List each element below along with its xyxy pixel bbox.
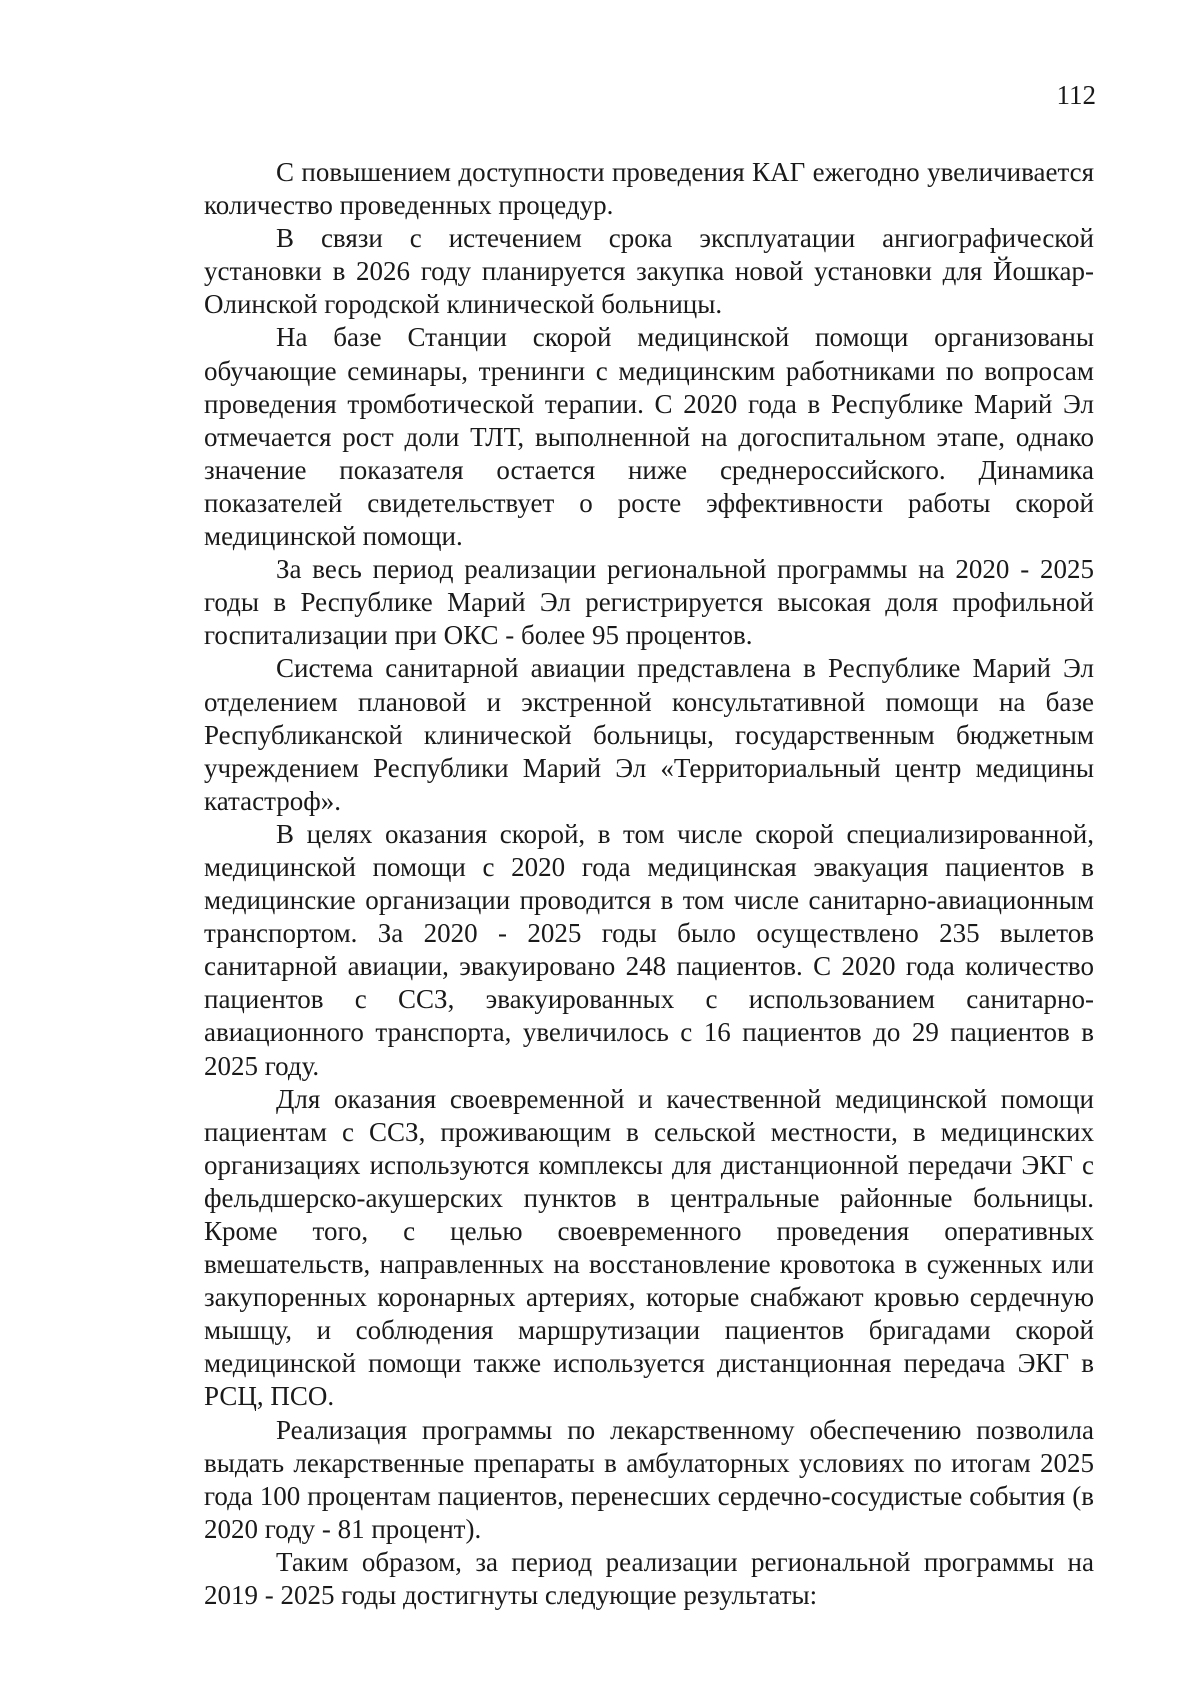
document-body — [204, 156, 1094, 1612]
page-number: 112 — [1056, 80, 1096, 110]
paragraph-sanitary-aviation: Система санитарной авиации представлена в Республике Марий Эл отделением плановой и экстренной консультативной помощи на базе Республиканской клинической больницы, государственным бюджетным учреждением Республики Марий Эл «Территориальный центр медицины катастроф». — [204, 653, 1094, 816]
paragraph-remote-ecg: Для оказания своевременной и качественной медицинской помощи пациентам с ССЗ, проживающим в сельской местности, в медицинских организациях используются комплексы для дистанционной передачи ЭКГ с фельдшерско-акушерских пунктов в центральные районные больницы. Кроме того, с целью своевременного проведения оперативных вмешательств, направленных на восстановление кровотока в суженных или закупоренных коронарных артериях, которые снабжают кровью сердечную мышцу, и соблюдения маршрутизации пациентов бригадами скорой медицинской помощи также используется дистанционная передача ЭКГ в РСЦ, ПСО. — [204, 1083, 1094, 1412]
paragraph-drug-provision: Реализация программы по лекарственному обеспечению позволила выдать лекарственные препараты в амбулаторных условиях по итогам 2025 года 100 процентам пациентов, перенесших сердечно-сосудистые события (в 2020 году - 81 процент). — [204, 1414, 1094, 1544]
paragraph-medical-evacuation: В целях оказания скорой, в том числе скорой специализированной, медицинской помощи с 2020 года медицинская эвакуация пациентов в медицинские организации проводится в том числе санитарно-авиационным транспортом. За 2020 - 2025 годы было осуществлено 235 вылетов санитарной авиации, эвакуировано 248 пациентов. С 2020 года количество пациентов с ССЗ, эвакуированных с использованием санитарно-авиационного транспорта, увеличилось с 16 пациентов до 29 пациентов в 2025 году. — [204, 818, 1094, 1081]
paragraph-emergency-training: На базе Станции скорой медицинской помощи организованы обучающие семинары, тренинги с медицинским работниками по вопросам проведения тромботической терапии. С 2020 года в Республике Марий Эл отмечается рост доли ТЛТ, выполненной на догоспитальном этапе, однако значение показателя остается ниже среднероссийского. Динамика показателей свидетельствует о росте эффективности работы скорой медицинской помощи. — [204, 322, 1094, 552]
paragraph-oks-hospitalization: За весь период реализации региональной программы на 2020 - 2025 годы в Республике Марий Эл регистрируется высокая доля профильной госпитализации при ОКС - более 95 процентов. — [204, 554, 1094, 651]
paragraph-angiography-equipment: В связи с истечением срока эксплуатации ангиографической установки в 2026 году планируется закупка новой установки для Йошкар-Олинской городской клинической больницы. — [204, 223, 1094, 320]
paragraph-results-intro: Таким образом, за период реализации региональной программы на 2019 - 2025 годы достигнуты следующие результаты: — [204, 1546, 1094, 1611]
paragraph-kag-procedures: С повышением доступности проведения КАГ ежегодно увеличивается количество проведенных процедур. — [204, 157, 1094, 221]
